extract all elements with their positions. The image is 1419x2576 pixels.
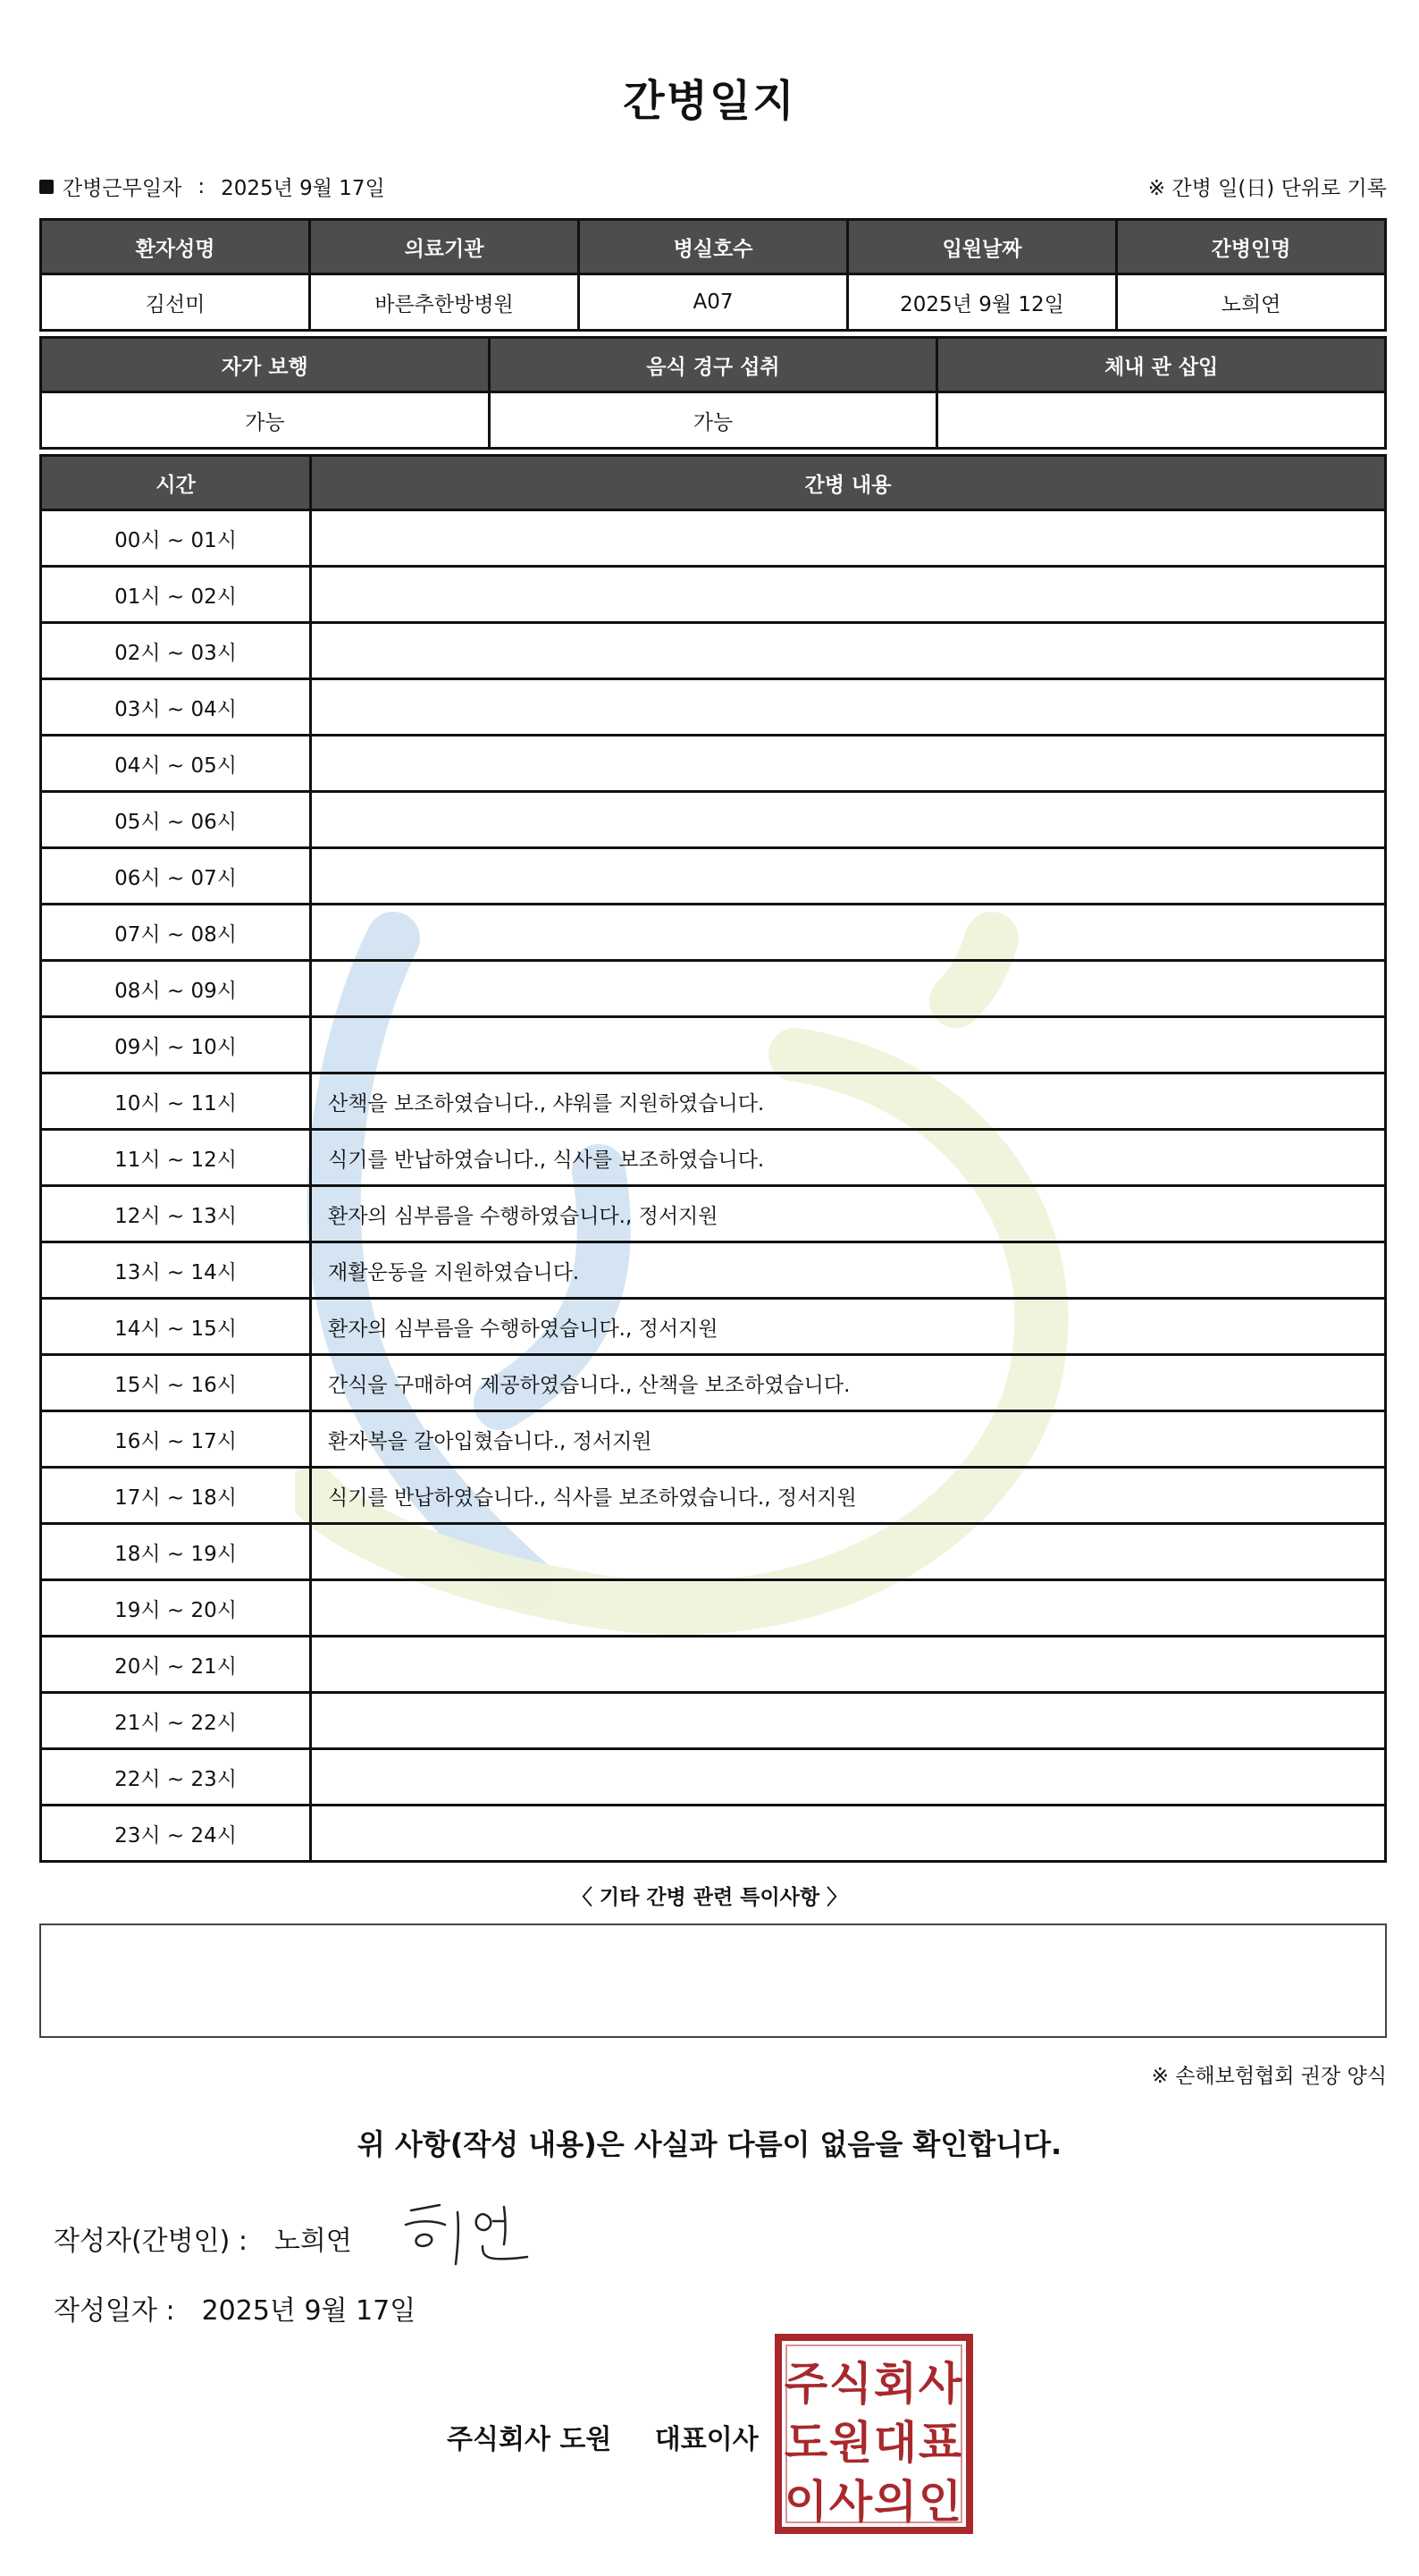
company-name: 주식회사 도원 [447,2424,612,2455]
care-content-cell: 식기를 반납하였습니다., 식사를 보조하였습니다., 정서지원 [311,1468,1386,1524]
table-row [41,1749,1386,1806]
patient-info-table [39,218,1387,332]
value-self-walking: 가능 [41,392,490,449]
table-row [41,961,1386,1017]
table-row [41,567,1386,623]
care-content-cell [311,679,1386,736]
work-date-label: 간병근무일자 [63,177,182,200]
seal-character: 의 [873,2476,918,2528]
time-cell: 12시 ~ 13시 [41,1186,311,1242]
table-row [41,1299,1386,1355]
table-row [41,1355,1386,1411]
header-care-content: 간병 내용 [311,456,1386,510]
value-room: A07 [579,274,848,331]
time-cell: 09시 ~ 10시 [41,1017,311,1073]
writer-line [54,2218,352,2258]
care-content-cell [311,961,1386,1017]
table-row [41,905,1386,961]
written-date-value: 2025년 9월 17일 [201,2295,416,2327]
seal-character: 표 [918,2417,962,2469]
header-admission-date: 입원날짜 [848,220,1117,274]
writer-label: 작성자(간병인) : [54,2226,248,2257]
page-title: 간병일지 [623,76,796,126]
table-row [41,792,1386,848]
time-cell: 02시 ~ 03시 [41,623,311,679]
seal-character: 사 [828,2476,873,2528]
header-time: 시간 [41,456,311,510]
care-content-cell [311,1580,1386,1637]
value-tube-insertion [937,392,1386,449]
table-row [41,848,1386,905]
work-date-value: 2025년 9월 17일 [221,177,385,200]
time-cell: 13시 ~ 14시 [41,1242,311,1299]
time-cell: 16시 ~ 17시 [41,1411,311,1468]
table-row [41,510,1386,567]
care-content-cell: 환자의 심부름을 수행하였습니다., 정서지원 [311,1299,1386,1355]
table-row [41,1580,1386,1637]
patient-info-header-row [41,220,1386,274]
company-line [447,2417,759,2456]
care-content-cell [311,567,1386,623]
seal-character: 사 [918,2358,962,2410]
table-row [41,1242,1386,1299]
care-content-cell [311,1693,1386,1749]
time-cell: 15시 ~ 16시 [41,1355,311,1411]
table-row [41,623,1386,679]
time-cell: 22시 ~ 23시 [41,1749,311,1806]
time-cell: 20시 ~ 21시 [41,1637,311,1693]
header-hospital: 의료기관 [310,220,579,274]
time-cell: 04시 ~ 05시 [41,736,311,792]
care-content-cell [311,623,1386,679]
care-content-cell [311,1017,1386,1073]
special-notes-heading: 〈 기타 간병 관련 특이사항 〉 [571,1886,848,1909]
care-content-cell: 산책을 보조하였습니다., 샤워를 지원하였습니다. [311,1073,1386,1130]
header-room: 병실호수 [579,220,848,274]
care-content-cell: 재활운동을 지원하였습니다. [311,1242,1386,1299]
handwritten-signature-icon [393,2194,545,2275]
patient-status-value-row [41,392,1386,449]
patient-status-header-row [41,338,1386,392]
table-row [41,1693,1386,1749]
seal-character: 도 [784,2417,828,2469]
table-row [41,1524,1386,1580]
care-content-cell [311,736,1386,792]
care-content-cell [311,510,1386,567]
value-hospital: 바른추한방병원 [310,274,579,331]
seal-character: 원 [828,2417,873,2469]
writer-name: 노희연 [273,2226,352,2257]
square-bullet-icon [39,180,54,194]
care-content-cell [311,905,1386,961]
patient-status-table [39,336,1387,450]
care-log-header-row [41,456,1386,510]
care-content-cell [311,1806,1386,1862]
table-row [41,1073,1386,1130]
care-content-cell [311,1637,1386,1693]
written-date-line [54,2288,416,2328]
table-row [41,679,1386,736]
special-notes-box [39,1924,1387,2038]
table-row [41,1806,1386,1862]
time-cell: 00시 ~ 01시 [41,510,311,567]
header-patient-name: 환자성명 [41,220,310,274]
care-content-cell [311,1524,1386,1580]
care-log-body [41,510,1386,1862]
time-cell: 06시 ~ 07시 [41,848,311,905]
seal-character: 대 [873,2417,918,2469]
seal-character: 주 [784,2358,828,2410]
care-log-table [39,454,1387,1863]
table-row [41,1017,1386,1073]
company-rep-title: 대표이사 [654,2424,759,2455]
time-cell: 23시 ~ 24시 [41,1806,311,1862]
patient-info-value-row [41,274,1386,331]
work-date [39,172,385,201]
care-content-cell [311,848,1386,905]
time-cell: 14시 ~ 15시 [41,1299,311,1355]
value-oral-intake: 가능 [489,392,937,449]
header-oral-intake: 음식 경구 섭취 [489,338,937,392]
table-row [41,1411,1386,1468]
time-cell: 21시 ~ 22시 [41,1693,311,1749]
daily-note: ※ 간병 일(日) 단위로 기록 [1147,177,1387,200]
company-seal-stamp-icon [774,2333,974,2535]
meta-row [39,172,1387,202]
table-row [41,1186,1386,1242]
table-row [41,1637,1386,1693]
form-source-note: ※ 손해보험협회 권장 양식 [1151,2065,1387,2088]
care-content-cell [311,1749,1386,1806]
care-content-cell: 간식을 구매하여 제공하였습니다., 산책을 보조하였습니다. [311,1355,1386,1411]
time-cell: 05시 ~ 06시 [41,792,311,848]
time-cell: 07시 ~ 08시 [41,905,311,961]
seal-character: 회 [873,2358,918,2410]
value-admission-date: 2025년 9월 12일 [848,274,1117,331]
seal-character: 식 [828,2358,873,2410]
work-date-separator: : [197,174,206,198]
table-row [41,1468,1386,1524]
table-row [41,736,1386,792]
care-content-cell: 환자의 심부름을 수행하였습니다., 정서지원 [311,1186,1386,1242]
written-date-label: 작성일자 : [54,2295,175,2327]
header-tube-insertion: 체내 관 삽입 [937,338,1386,392]
seal-character: 이 [784,2476,828,2528]
time-cell: 10시 ~ 11시 [41,1073,311,1130]
care-content-cell: 식기를 반납하였습니다., 식사를 보조하였습니다. [311,1130,1386,1186]
time-cell: 03시 ~ 04시 [41,679,311,736]
time-cell: 11시 ~ 12시 [41,1130,311,1186]
time-cell: 18시 ~ 19시 [41,1524,311,1580]
time-cell: 17시 ~ 18시 [41,1468,311,1524]
header-caregiver-name: 간병인명 [1117,220,1386,274]
time-cell: 08시 ~ 09시 [41,961,311,1017]
confirmation-statement: 위 사항(작성 내용)은 사실과 다름이 없음을 확인합니다. [357,2127,1062,2161]
header-self-walking: 자가 보행 [41,338,490,392]
value-patient-name: 김선미 [41,274,310,331]
table-row [41,1130,1386,1186]
value-caregiver-name: 노희연 [1117,274,1386,331]
seal-character: 인 [918,2476,962,2528]
care-content-cell: 환자복을 갈아입혔습니다., 정서지원 [311,1411,1386,1468]
time-cell: 19시 ~ 20시 [41,1580,311,1637]
care-content-cell [311,792,1386,848]
time-cell: 01시 ~ 02시 [41,567,311,623]
